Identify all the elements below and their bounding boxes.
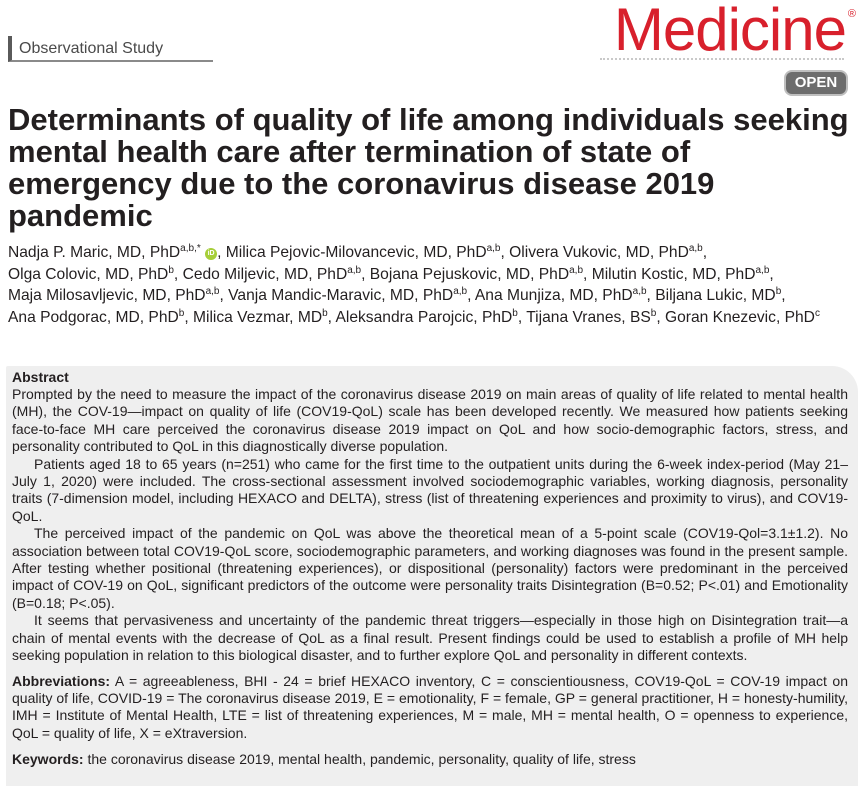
affiliation-superscript: a,b xyxy=(755,264,770,276)
keywords-label: Keywords: xyxy=(12,751,84,768)
abstract-paragraph: Patients aged 18 to 65 years (n=251) who came for the first time to the outpatient units during the 6-week index-period (May 21–July 1, 2020) were included. The cross-sectional assessment involved sociodemographic variables, working diagnosis, personality traits (7-dimension model, including HEXACO and DELTA), stress (list of threatening experiences and proximity to virus), and COV19-QoL. xyxy=(12,455,848,524)
article-type-label: Observational Study xyxy=(8,36,213,62)
author-name: Bojana Pejuskovic, MD, PhD$^{a,b}$ xyxy=(369,264,584,283)
abstract-heading: Abstract xyxy=(12,369,69,385)
author-name: Tijana Vranes, $BS^b$ xyxy=(526,307,657,326)
author-name: Goran Knezevic, PhD$^c$ xyxy=(665,307,820,326)
affiliation-superscript: a,b xyxy=(486,242,501,254)
affiliation-superscript: b xyxy=(650,307,657,319)
affiliation-superscript: a,b xyxy=(205,286,220,297)
affiliation-superscript: a,b,* xyxy=(180,242,201,254)
orcid-icon[interactable]: iD xyxy=(205,248,217,260)
affiliation-superscript: c xyxy=(814,307,820,319)
affiliation-superscript: a,b xyxy=(569,264,584,276)
abbreviations-text: A = agreeableness, BHI - 24 = brief HEXACO inventory, C = conscientiousness, COV19-QoL = COV-19 impact on quality of life, COVID-19 = The coronavirus disease 2019, E = emotionality, F = female, GP = general practitioner, H = honesty-humility, IMH = Institute of Mental Health, LTE = list of threatening experiences, M = male, MH = mental health, O = openness to experience, QoL = quality of life, X = eXtraversion. xyxy=(12,672,848,741)
abbreviations xyxy=(12,673,848,743)
keywords xyxy=(12,751,848,768)
author-name: Nadja P. Maric, MD, PhD$^{a,b,*}$ iD xyxy=(8,244,217,261)
registered-mark: ® xyxy=(847,8,856,20)
abbreviations-label: Abbreviations: xyxy=(12,672,111,689)
affiliation-superscript: b xyxy=(512,307,518,319)
author-name: Olivera Vukovic, MD, PhD$^{a,b}$ xyxy=(509,242,703,261)
affiliation-superscript: b xyxy=(775,286,782,297)
article-title: Determinants of quality of life among individuals seeking mental health care after termination of state of emergency due to the coronavirus disease 2019 pandemic xyxy=(8,102,849,233)
author-name: Cedo Miljevic, MD, PhD$^{a,b}$ xyxy=(182,264,362,283)
author-name: Aleksandra Parojcic, PhD$^b$ xyxy=(335,307,518,326)
affiliation-superscript: a,b xyxy=(453,286,468,297)
abstract-paragraph: The perceived impact of the pandemic on QoL was above the theoretical mean of a 5-point scale (COV19-Qol=3.1±1.2). No association between total COV19-QoL score, sociodemographic parameters, and working diagnoses was found in the present sample. After testing whether positional (threatening experiences), or dispositional (personality) factors were predominant in the perceived impact of COV-19 on QoL, significant predictors of the outcome were personality traits Disintegration (B=0.52; P<.01) and Emotionality (B=0.18; P<.05). xyxy=(12,525,848,611)
author-name: Vanja Mandic-Maravic, MD, PhD$^{a,b}$ xyxy=(228,286,468,305)
author-name: Olga Colovic, MD, PhD$^b$ xyxy=(8,264,174,283)
affiliation-superscript: a,b xyxy=(688,242,703,254)
logo-dotted-rule xyxy=(600,58,844,60)
author-name: Milutin Kostic, MD, PhD$^{a,b}$ xyxy=(591,264,770,283)
author-name: Milica Vezmar, $MD^b$ xyxy=(192,307,328,326)
author-list: Nadja P. Maric, MD, PhD$^{a,b,*}$ iD , Milica Pejovic-Milovancevic, MD, PhD$^{a,b}$, Olivera Vukovic, MD, PhD$^{a,b}$, Olga Colovic, MD, PhD$^b$, Cedo Miljevic, MD, PhD$^{a,b}$, Bojana Pejuskovic, MD, PhD$^{a,b}$, Milutin Kostic, MD, PhD$^{a,b}$, Maja Milosavljevic, MD, PhD$^{a,b}$, Vanja Mandic-Maravic, MD, PhD$^{a,b}$, Ana Munjiza, MD, PhD$^{a,b}$, Biljana Lukic, $MD^b$, Ana Podgorac, MD, PhD$^b$, Milica Vezmar, $MD^b$, Aleksandra Parojcic, PhD$^b$, Tijana Vranes, $BS^b$, Goran Knezevic, PhD$^c$ xyxy=(8,242,820,326)
affiliation-superscript: b xyxy=(178,307,185,319)
journal-logo[interactable]: Medicine xyxy=(613,0,846,63)
keywords-text: the coronavirus disease 2019, mental health, pandemic, personality, quality of life, stress xyxy=(87,751,636,768)
author-name: Ana Podgorac, MD, PhD$^b$ xyxy=(8,307,185,326)
abstract-paragraph: It seems that pervasiveness and uncertainty of the pandemic threat triggers—especially in those high on Disintegration trait—a chain of mental events with the decrease of QoL as a final result. Present findings could be used to establish a profile of MH help seeking population in relation to this biological disaster, and to further explore QoL and personality in different contexts. xyxy=(12,612,848,664)
abstract-box xyxy=(6,366,858,786)
affiliation-superscript: b xyxy=(168,264,174,276)
affiliation-superscript: b xyxy=(322,307,328,319)
author-name: Ana Munjiza, MD, PhD$^{a,b}$ xyxy=(474,286,647,305)
abstract-paragraph: Prompted by the need to measure the impact of the coronavirus disease 2019 on main areas of quality of life related to mental health (MH), the COV-19—impact on quality of life (COV19-QoL) scale has been developed recently. We measured how patients seeking face-to-face MH care perceived the coronavirus disease 2019 impact on QoL and how socio-demographic factors, stress, and personality contributed to QoL in this diagnostically diverse population. xyxy=(12,386,848,455)
affiliation-superscript: a,b xyxy=(632,286,647,297)
affiliation-superscript: a,b xyxy=(347,264,362,276)
author-name: Biljana Lukic, $MD^b$ xyxy=(655,286,782,305)
author-name: Maja Milosavljevic, MD, PhD$^{a,b}$ xyxy=(8,286,220,305)
open-access-badge: OPEN xyxy=(786,72,846,94)
author-name: Milica Pejovic-Milovancevic, MD, PhD$^{a,b}$ xyxy=(225,242,501,261)
